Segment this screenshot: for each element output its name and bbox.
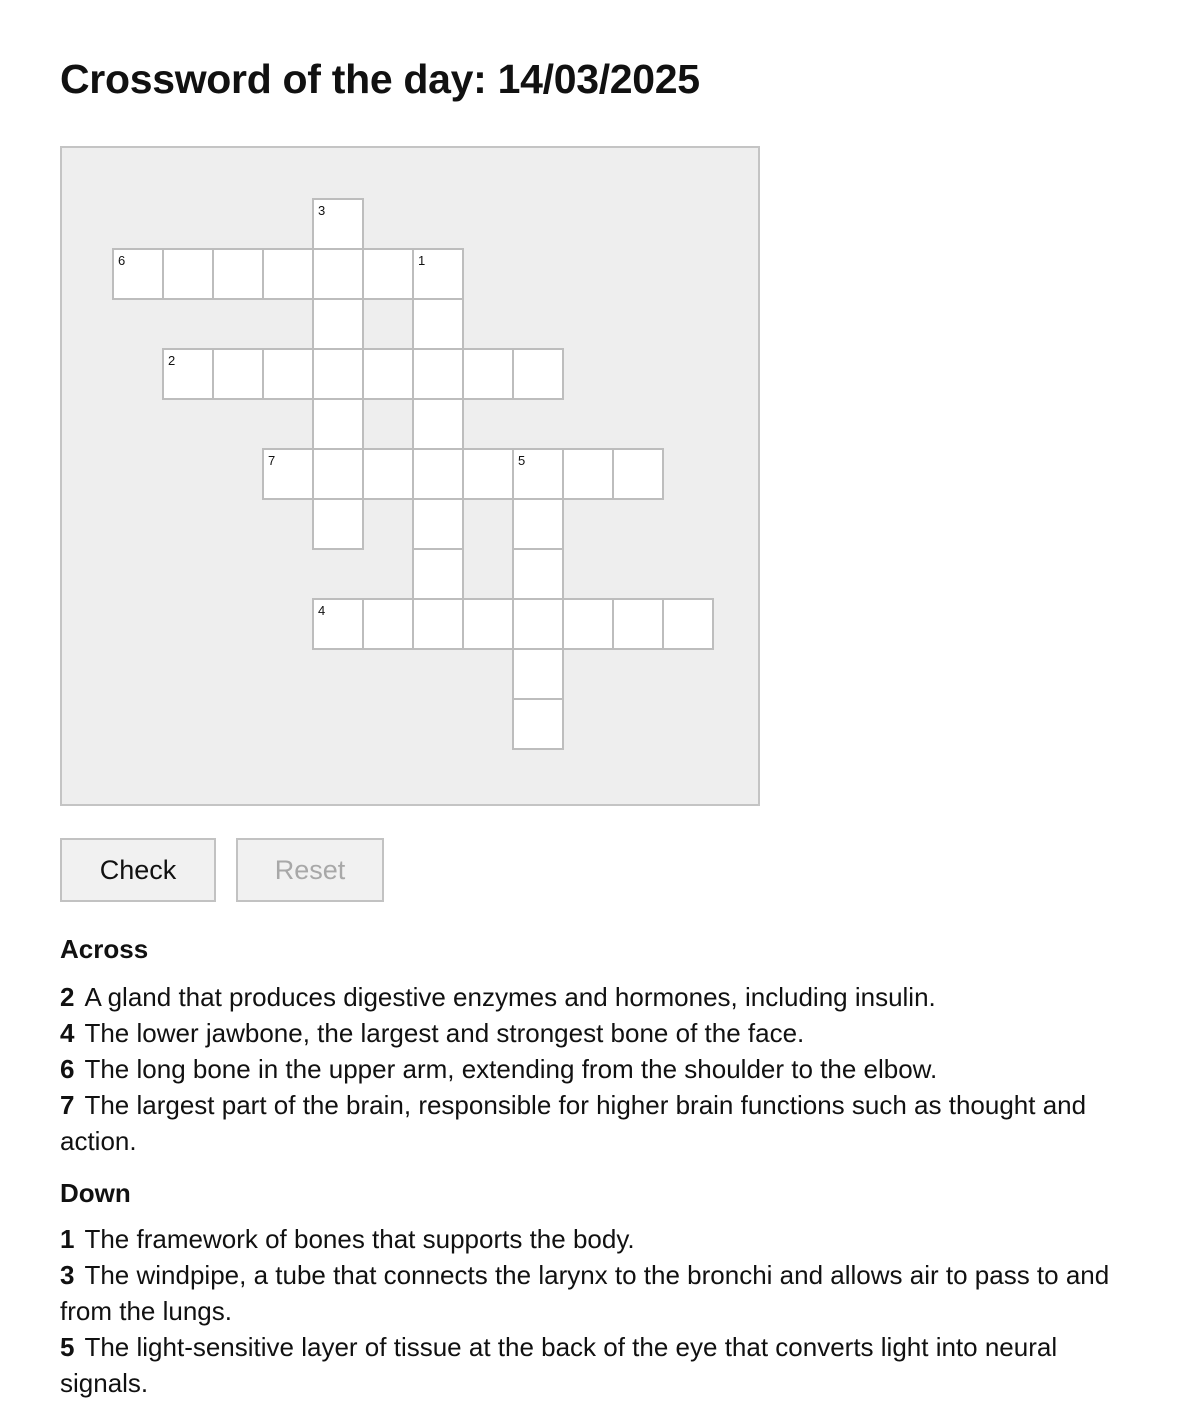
- clue-number: 7: [268, 453, 276, 468]
- clue-item[interactable]: [60, 1015, 1150, 1051]
- grid-cell[interactable]: [412, 548, 464, 600]
- clue-text: The windpipe, a tube that connects the larynx to the bronchi and allows air to pass to and from the lungs.: [60, 1260, 1110, 1326]
- clue-text: The largest part of the brain, responsible for higher brain functions such as thought and action.: [60, 1090, 1087, 1156]
- clue-number: 7: [60, 1090, 75, 1120]
- clue-number: 5: [518, 453, 526, 468]
- grid-cell[interactable]: [512, 598, 564, 650]
- clue-item[interactable]: [60, 1257, 1150, 1329]
- letter-input[interactable]: [664, 600, 712, 648]
- letter-input[interactable]: [164, 250, 212, 298]
- check-button[interactable]: Check: [60, 838, 216, 902]
- grid-cell[interactable]: [312, 598, 364, 650]
- reset-button[interactable]: Reset: [236, 838, 384, 902]
- letter-input[interactable]: [514, 550, 562, 598]
- letter-input[interactable]: [364, 450, 412, 498]
- letter-input[interactable]: [414, 400, 462, 448]
- across-heading: Across: [60, 934, 149, 964]
- clue-number: 1: [60, 1224, 75, 1254]
- clue-number: 3: [318, 203, 326, 218]
- crossword-grid: [60, 146, 760, 806]
- letter-input[interactable]: [314, 200, 362, 248]
- grid-cell[interactable]: [512, 648, 564, 700]
- grid-cell[interactable]: [162, 348, 214, 400]
- clue-item[interactable]: [60, 1329, 1150, 1401]
- letter-input[interactable]: [614, 450, 662, 498]
- letter-input[interactable]: [314, 300, 362, 348]
- grid-cell[interactable]: [362, 598, 414, 650]
- clue-text: The lower jawbone, the largest and strongest bone of the face.: [84, 1018, 805, 1048]
- letter-input[interactable]: [514, 600, 562, 648]
- clue-number: 6: [118, 253, 126, 268]
- letter-input[interactable]: [164, 350, 212, 398]
- clue-number: 5: [60, 1332, 75, 1362]
- grid-cell[interactable]: [512, 698, 564, 750]
- grid-cell[interactable]: [562, 448, 614, 500]
- grid-cell[interactable]: [412, 448, 464, 500]
- letter-input[interactable]: [264, 250, 312, 298]
- grid-cell[interactable]: [412, 348, 464, 400]
- grid-cell[interactable]: [362, 448, 414, 500]
- clue-number: 3: [60, 1260, 75, 1290]
- grid-cell[interactable]: [512, 448, 564, 500]
- letter-input[interactable]: [314, 250, 362, 298]
- grid-cell[interactable]: [312, 198, 364, 250]
- letter-input[interactable]: [414, 500, 462, 548]
- across-clue-list: [60, 979, 1150, 1159]
- grid-cell[interactable]: [512, 498, 564, 550]
- grid-cell[interactable]: [312, 498, 364, 550]
- letter-input[interactable]: [314, 350, 362, 398]
- letter-input[interactable]: [414, 250, 462, 298]
- grid-cell[interactable]: [212, 348, 264, 400]
- letter-input[interactable]: [514, 450, 562, 498]
- letter-input[interactable]: [514, 650, 562, 698]
- grid-cell[interactable]: [362, 348, 414, 400]
- grid-cell[interactable]: [312, 448, 364, 500]
- grid-cell[interactable]: [412, 398, 464, 450]
- down-clue-list: [60, 1221, 1150, 1401]
- letter-input[interactable]: [314, 500, 362, 548]
- letter-input[interactable]: [414, 450, 462, 498]
- grid-cell[interactable]: [312, 248, 364, 300]
- grid-cell[interactable]: [312, 298, 364, 350]
- clue-text: The light-sensitive layer of tissue at the back of the eye that converts light into neural signals.: [60, 1332, 1058, 1398]
- grid-cell[interactable]: [212, 248, 264, 300]
- grid-cell[interactable]: [612, 598, 664, 650]
- letter-input[interactable]: [214, 250, 262, 298]
- letter-input[interactable]: [464, 450, 512, 498]
- grid-cell[interactable]: [312, 348, 364, 400]
- letter-input[interactable]: [564, 450, 612, 498]
- grid-cell[interactable]: [412, 248, 464, 300]
- letter-input[interactable]: [514, 500, 562, 548]
- grid-cell[interactable]: [412, 498, 464, 550]
- clue-number: 4: [318, 603, 326, 618]
- letter-input[interactable]: [414, 300, 462, 348]
- grid-cell[interactable]: [412, 598, 464, 650]
- letter-input[interactable]: [564, 600, 612, 648]
- grid-cell[interactable]: [512, 548, 564, 600]
- grid-cell[interactable]: [262, 448, 314, 500]
- clue-text: The long bone in the upper arm, extending from the shoulder to the elbow.: [84, 1054, 938, 1084]
- grid-cell[interactable]: [662, 598, 714, 650]
- clue-text: A gland that produces digestive enzymes and hormones, including insulin.: [84, 982, 936, 1012]
- grid-cell[interactable]: [312, 398, 364, 450]
- letter-input[interactable]: [314, 450, 362, 498]
- letter-input[interactable]: [364, 350, 412, 398]
- clue-number: 6: [60, 1054, 75, 1084]
- clue-text: The framework of bones that supports the body.: [84, 1224, 635, 1254]
- letter-input[interactable]: [214, 350, 262, 398]
- clue-item[interactable]: [60, 1087, 1150, 1159]
- clue-item[interactable]: [60, 1221, 1150, 1257]
- letter-input[interactable]: [514, 350, 562, 398]
- letter-input[interactable]: [464, 350, 512, 398]
- grid-cell[interactable]: [262, 348, 314, 400]
- clue-number: 1: [418, 253, 426, 268]
- grid-cell[interactable]: [462, 348, 514, 400]
- clue-number: 2: [60, 982, 75, 1012]
- letter-input[interactable]: [264, 350, 312, 398]
- grid-cell[interactable]: [512, 348, 564, 400]
- letter-input[interactable]: [514, 700, 562, 748]
- grid-cell[interactable]: [112, 248, 164, 300]
- grid-cell[interactable]: [462, 598, 514, 650]
- page-title: Crossword of the day: 14/03/2025: [60, 56, 700, 102]
- grid-cell[interactable]: [362, 248, 414, 300]
- letter-input[interactable]: [114, 250, 162, 298]
- clue-number: 4: [60, 1018, 75, 1048]
- letter-input[interactable]: [414, 550, 462, 598]
- down-heading: Down: [60, 1178, 131, 1208]
- letter-input[interactable]: [414, 350, 462, 398]
- letter-input[interactable]: [414, 600, 462, 648]
- grid-cell[interactable]: [162, 248, 214, 300]
- letter-input[interactable]: [264, 450, 312, 498]
- grid-cell[interactable]: [412, 298, 464, 350]
- grid-cell[interactable]: [612, 448, 664, 500]
- letter-input[interactable]: [614, 600, 662, 648]
- clue-item[interactable]: [60, 1051, 1150, 1087]
- letter-input[interactable]: [364, 250, 412, 298]
- letter-input[interactable]: [364, 600, 412, 648]
- letter-input[interactable]: [314, 600, 362, 648]
- clue-number: 2: [168, 353, 176, 368]
- grid-cell[interactable]: [562, 598, 614, 650]
- grid-cell[interactable]: [462, 448, 514, 500]
- letter-input[interactable]: [464, 600, 512, 648]
- letter-input[interactable]: [314, 400, 362, 448]
- grid-cell[interactable]: [262, 248, 314, 300]
- clue-item[interactable]: [60, 979, 1150, 1015]
